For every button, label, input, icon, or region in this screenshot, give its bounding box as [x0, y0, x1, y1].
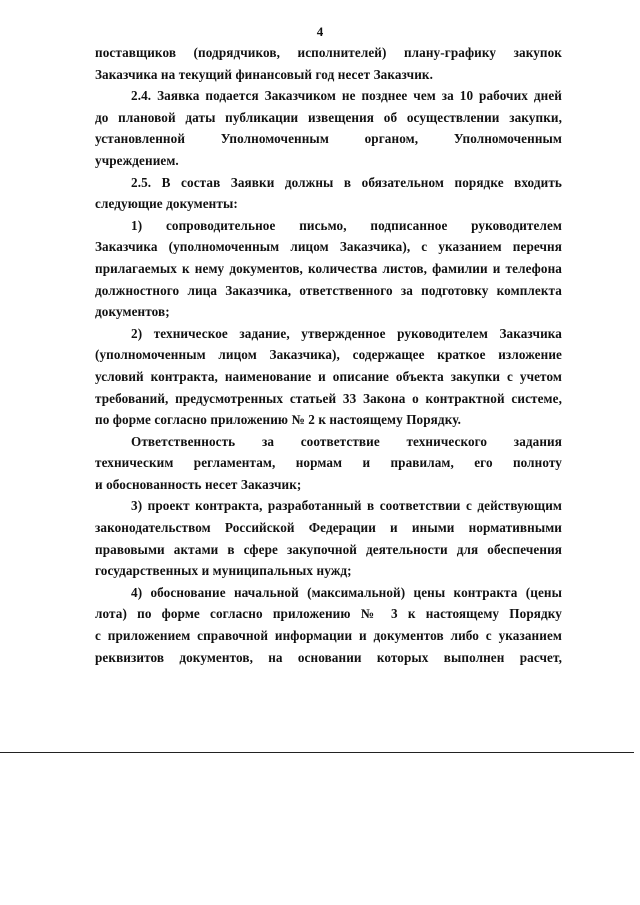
- page-number: 4: [316, 24, 324, 39]
- text-line: правовыми актами в сфере закупочной деятельности для обеспечения: [95, 541, 562, 557]
- text-line: Заказчика (уполномоченным лицом Заказчика), с указанием перечня: [95, 239, 562, 255]
- text-line: 2.4. Заявка подается Заказчиком не позднее чем за 10 рабочих дней: [131, 88, 562, 104]
- text-line: и обоснованность несет Заказчик;: [95, 476, 302, 492]
- text-line: законодательством Российской Федерации и иными нормативными: [95, 520, 562, 536]
- text-line: до плановой даты публикации извещения об осуществлении закупки,: [95, 109, 562, 125]
- text-line: поставщиков (подрядчиков, исполнителей) плану-графику закупок: [95, 45, 562, 60]
- text-line: прилагаемых к нему документов, количества листов, фамилии и телефона: [95, 260, 562, 276]
- page-bottom-rule: [0, 752, 634, 753]
- text-line: по форме согласно приложению № 2 к настоящему Порядку.: [95, 412, 461, 428]
- text-line: Ответственность за соответствие технического задания: [131, 433, 562, 449]
- text-line: учреждением.: [95, 152, 179, 168]
- document-body: [95, 42, 562, 668]
- text-line: документов;: [95, 304, 170, 320]
- text-line: государственных и муниципальных нужд;: [95, 563, 352, 579]
- text-line: реквизитов документов, на основании которых выполнен расчет,: [95, 649, 562, 665]
- text-line: 2.5. В состав Заявки должны в обязательном порядке входить: [131, 174, 562, 190]
- text-line: лота) по форме согласно приложению № 3 к настоящему Порядку: [95, 606, 562, 622]
- text-line: условий контракта, наименование и описание объекта закупки с учетом: [95, 368, 562, 384]
- text-line: 3) проект контракта, разработанный в соответствии с действующим: [131, 498, 562, 514]
- text-line: Заказчика на текущий финансовый год несет Заказчик.: [95, 66, 434, 82]
- text-line: 4) обоснование начальной (максимальной) цены контракта (цены: [131, 584, 562, 600]
- text-line: 1) сопроводительное письмо, подписанное руководителем: [131, 217, 562, 233]
- text-line: установленной Уполномоченным органом, Уполномоченным: [95, 131, 562, 147]
- text-line: должностного лица Заказчика, ответственного за подготовку комплекта: [95, 282, 562, 298]
- text-line: 2) техническое задание, утвержденное руководителем Заказчика: [131, 325, 562, 341]
- text-line: с приложением справочной информации и документов либо с указанием: [95, 628, 562, 644]
- text-line: (уполномоченным лицом Заказчика), содержащее краткое изложение: [95, 347, 562, 363]
- text-line: требований, предусмотренных статьей 33 Закона о контрактной системе,: [95, 390, 562, 406]
- text-line: техническим регламентам, нормам и правилам, его полноту: [95, 455, 562, 471]
- text-line: следующие документы:: [95, 196, 238, 212]
